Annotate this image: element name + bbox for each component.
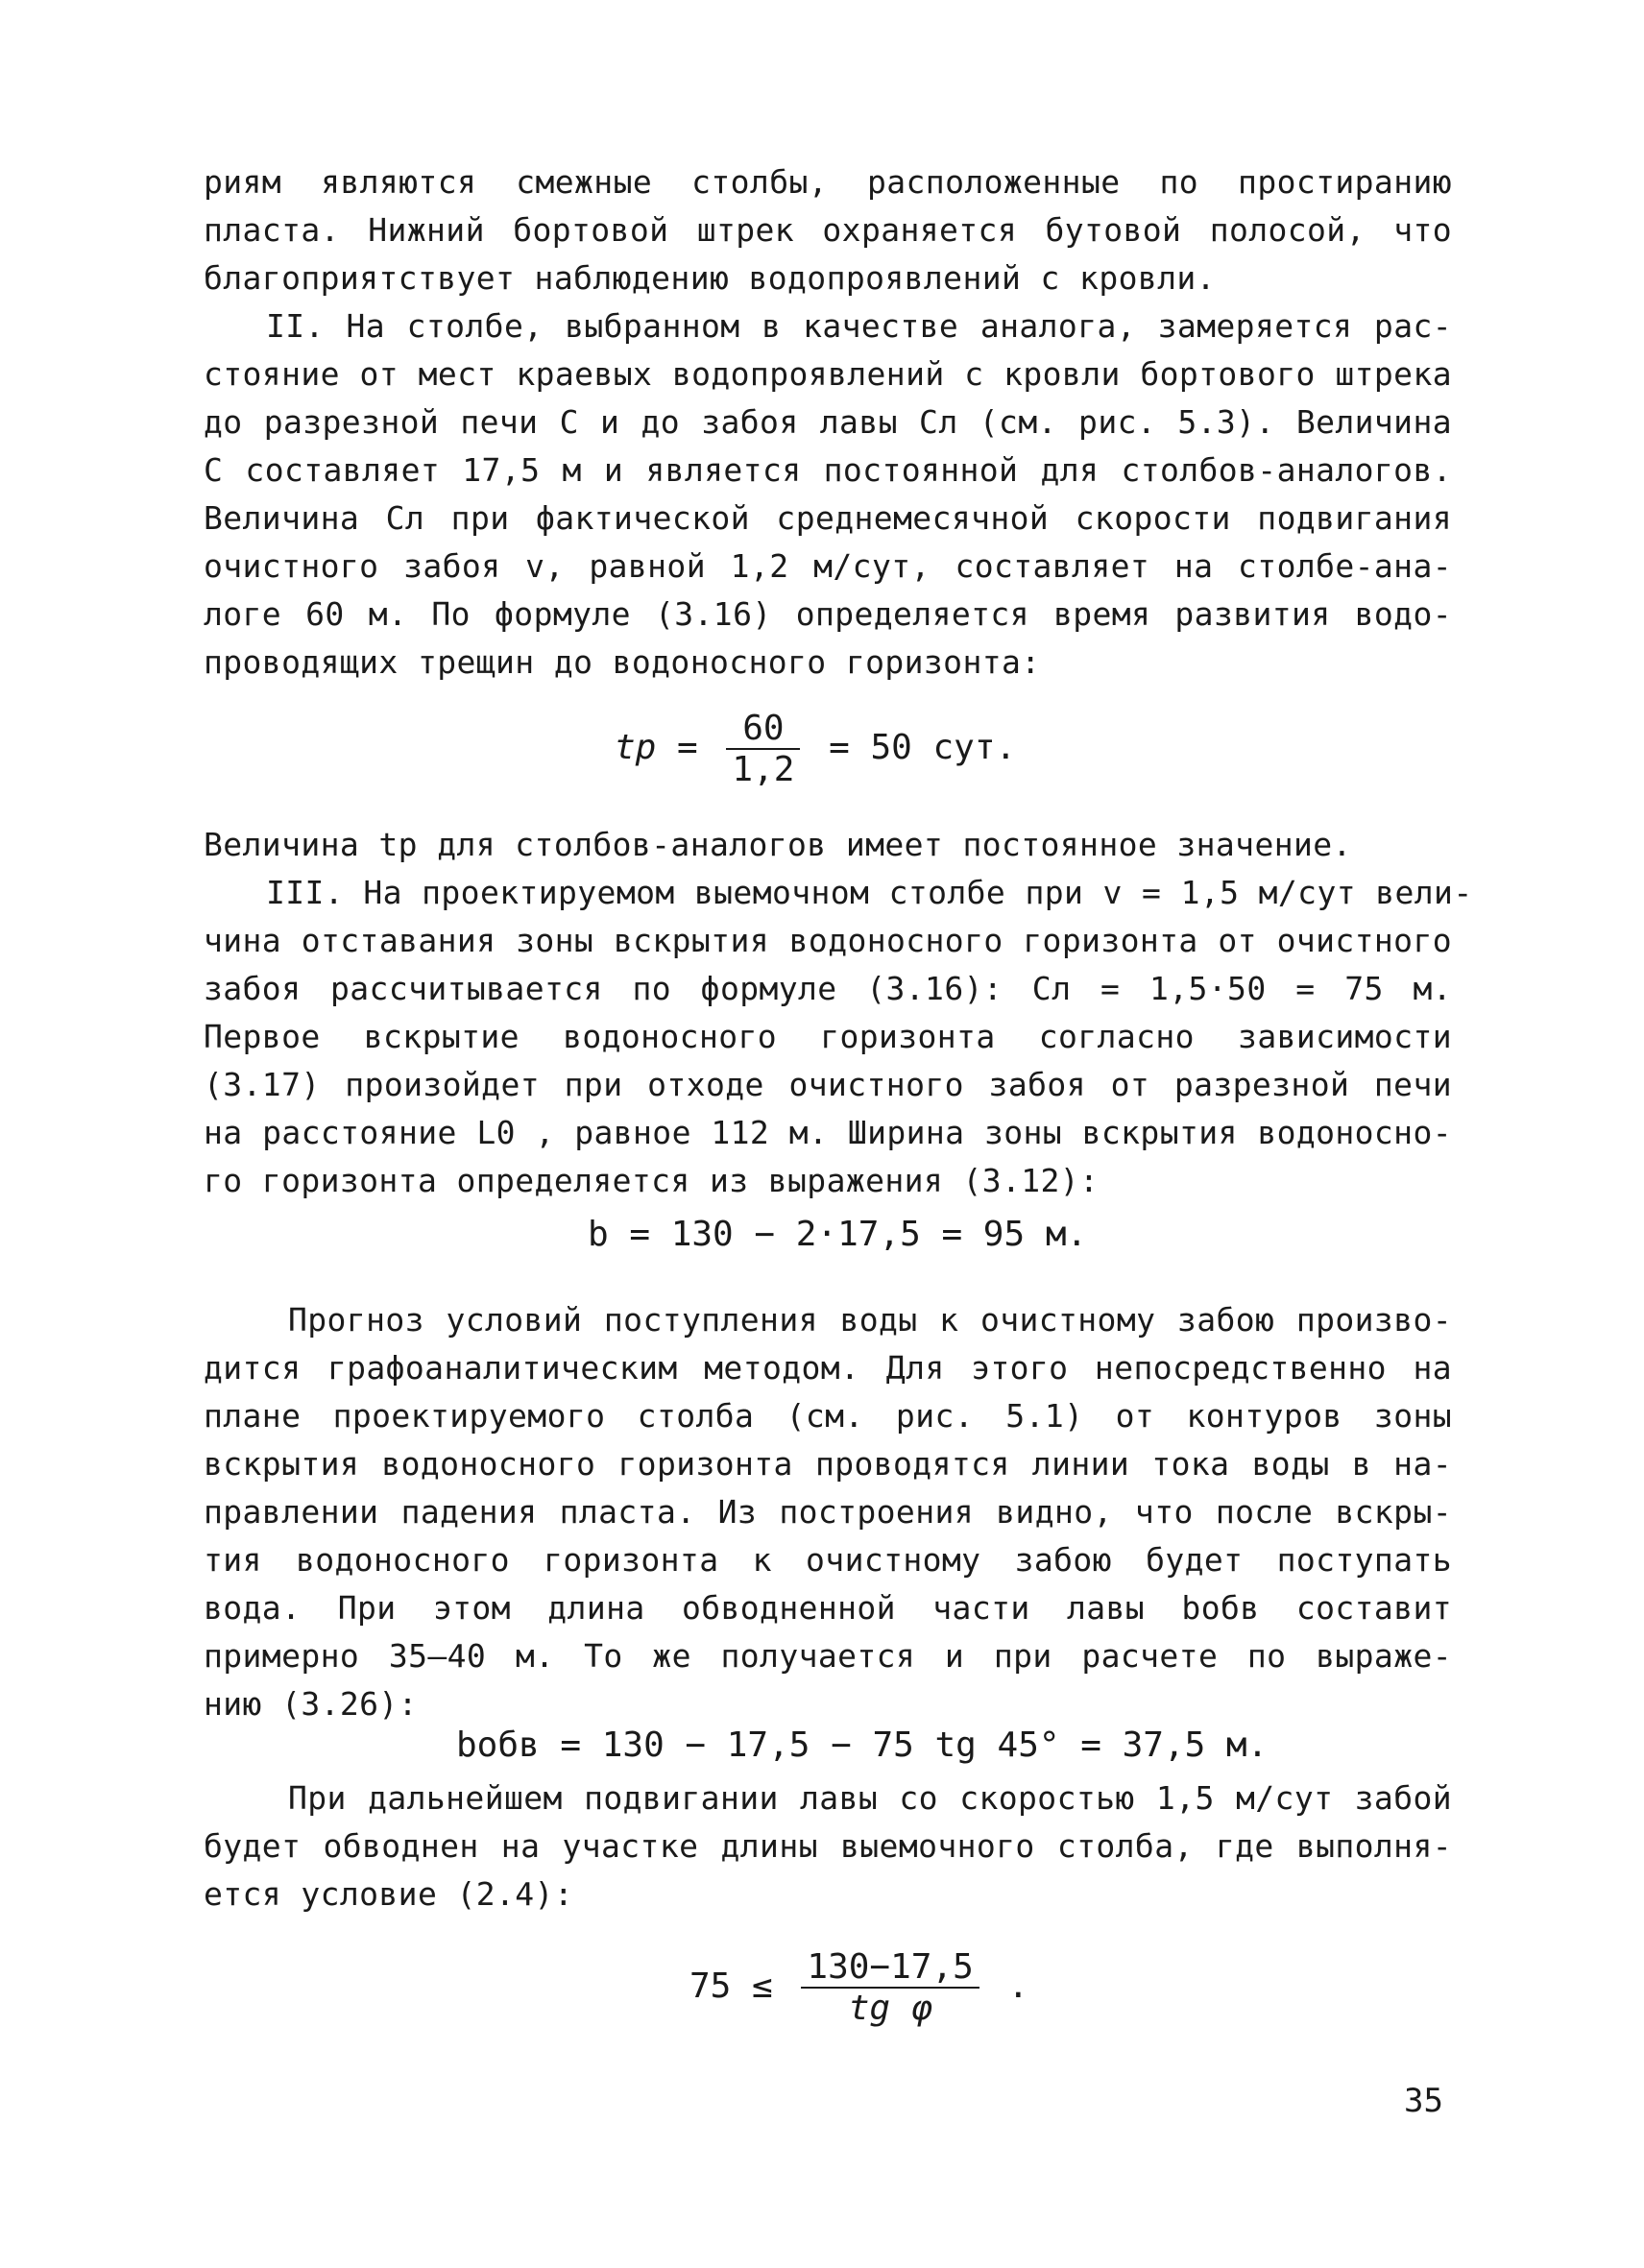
formula-condition	[689, 1947, 1028, 2028]
text-line: (3.17) произойдет при отходе очистного забоя от разрезной печи	[204, 1066, 1452, 1103]
text-line: вскрытия водоносного горизонта проводятся линии тока воды в на-	[204, 1445, 1452, 1483]
text-line: Величина Cл при фактической среднемесячной скорости подвигания	[204, 499, 1452, 537]
text-line: вода. При этом длина обводненной части лавы bобв составит	[204, 1589, 1452, 1627]
formula-lhs: 75 ≤	[689, 1966, 773, 2006]
text-line: пласта. Нижний бортовой штрек охраняется бутовой полосой, что	[204, 211, 1452, 249]
formula-tp	[615, 709, 1016, 789]
text-line: Первое вскрытие водоносного горизонта согласно зависимости	[204, 1018, 1452, 1055]
text-line: ется условие (2.4):	[204, 1875, 574, 1913]
numerator: 60	[726, 709, 800, 750]
text-line: дится графоаналитическим методом. Для этого непосредственно на	[204, 1349, 1452, 1387]
text-line: C составляет 17,5 м и является постоянной для столбов-аналогов.	[204, 451, 1452, 489]
fraction	[801, 1947, 979, 2028]
page-number: 35	[1404, 2082, 1443, 2120]
text-line: III. На проектируемом выемочном столбе при v = 1,5 м/сут вели-	[266, 874, 1473, 911]
text-line: II. На столбе, выбранном в качестве аналога, замеряется рас-	[266, 307, 1452, 345]
text-line: плане проектируемого столба (см. рис. 5.1) от контуров зоны	[204, 1397, 1452, 1435]
formula-rhs: = 50 сут.	[829, 728, 1017, 767]
denominator: 1,2	[732, 750, 795, 789]
text-line: При дальнейшем подвигании лавы со скоростью 1,5 м/сут забой	[288, 1779, 1452, 1817]
formula-lhs: tр =	[615, 728, 698, 767]
formula-bobv: bобв = 130 − 17,5 − 75 tg 45° = 37,5 м.	[456, 1725, 1269, 1765]
text-line: чина отставания зоны вскрытия водоносного горизонта от очистного	[204, 922, 1452, 959]
text-line: до разрезной печи C и до забоя лавы Cл (см. рис. 5.3). Величина	[204, 403, 1452, 441]
text-line: правлении падения пласта. Из построения видно, что после вскры-	[204, 1493, 1452, 1531]
fraction	[726, 709, 800, 789]
text-line: Прогноз условий поступления воды к очистному забою произво-	[288, 1301, 1452, 1339]
text-line: проводящих трещин до водоносного горизонта:	[204, 643, 1041, 681]
text-line: логе 60 м. По формуле (3.16) определяется время развития водо-	[204, 595, 1452, 633]
text-line: будет обводнен на участке длины выемочного столба, где выполня-	[204, 1827, 1452, 1865]
numerator: 130−17,5	[801, 1947, 979, 1989]
formula-b: b = 130 − 2·17,5 = 95 м.	[588, 1215, 1088, 1254]
text-line: риям являются смежные столбы, расположенные по простиранию	[204, 163, 1452, 201]
text-line: стояние от мест краевых водопроявлений с кровли бортового штрека	[204, 355, 1452, 393]
text-line: примерно 35–40 м. То же получается и при расчете по выраже-	[204, 1637, 1452, 1675]
denominator: tg φ	[848, 1989, 932, 2028]
text-line: на расстояние L0 , равное 112 м. Ширина зоны вскрытия водоносно-	[204, 1114, 1452, 1151]
text-line: го горизонта определяется из выражения (3.12):	[204, 1162, 1100, 1199]
text-line: тия водоносного горизонта к очистному забою будет поступать	[204, 1541, 1452, 1579]
text-line: Величина tр для столбов-аналогов имеет постоянное значение.	[204, 826, 1352, 863]
text-line: нию (3.26):	[204, 1685, 418, 1723]
formula-rhs: .	[1007, 1966, 1029, 2006]
text-line: благоприятствует наблюдению водопроявлений с кровли.	[204, 259, 1216, 297]
text-line: очистного забоя v, равной 1,2 м/сут, составляет на столбе-ана-	[204, 547, 1452, 585]
text-line: забоя рассчитывается по формуле (3.16): Cл = 1,5·50 = 75 м.	[204, 970, 1452, 1007]
